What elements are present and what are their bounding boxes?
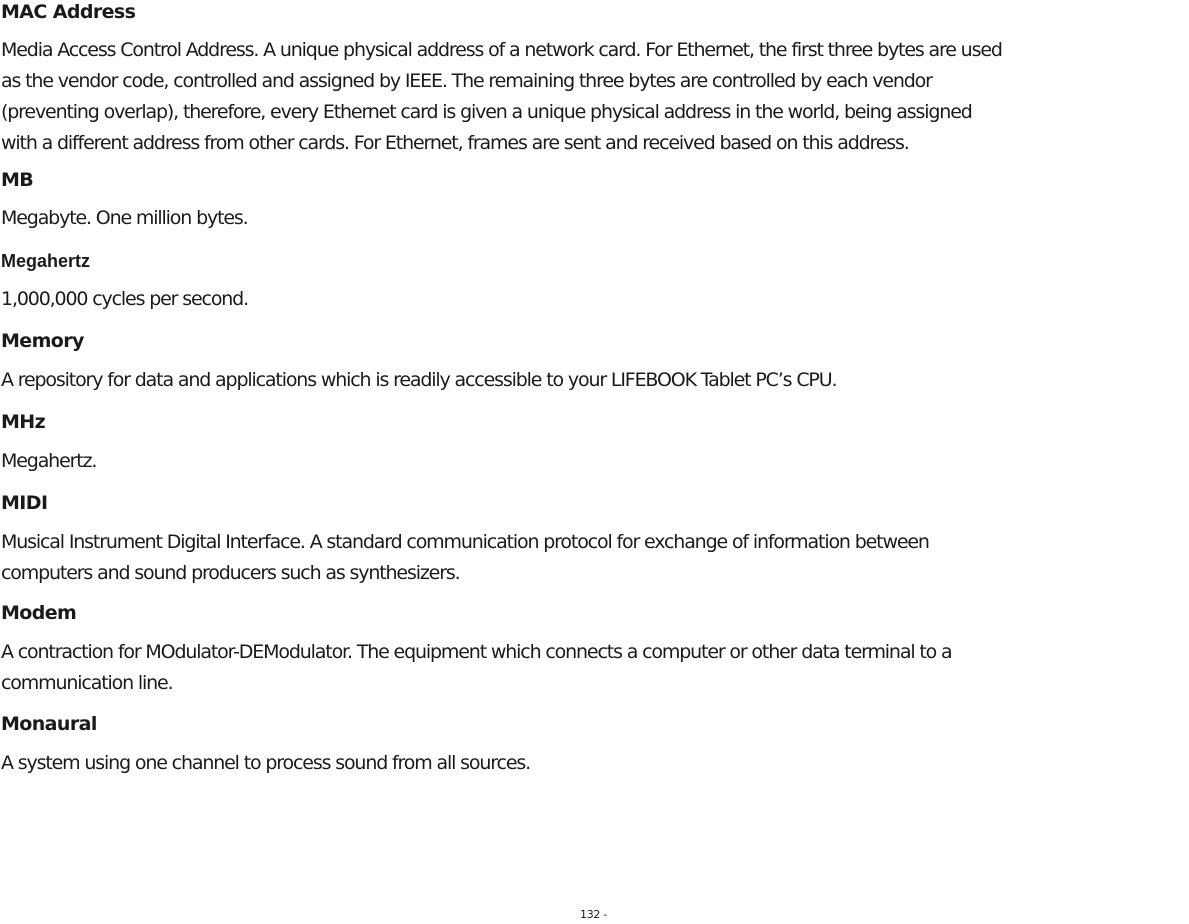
glossary-definition [1, 203, 248, 234]
glossary-term: MIDI [1, 492, 48, 514]
glossary-definition [1, 748, 530, 779]
glossary-term: MAC Address [1, 1, 136, 23]
glossary-definition [1, 637, 952, 699]
glossary-definition [1, 365, 836, 396]
definition-line: Musical Instrument Digital Interface. A standard communication protocol for exchange of information between [1, 531, 929, 553]
glossary-term: Memory [1, 330, 84, 352]
definition-line: Megahertz. [1, 450, 97, 472]
page-number: 132 - [580, 908, 607, 921]
glossary-definition [1, 446, 96, 477]
definition-line: Media Access Control Address. A unique physical address of a network card. For Ethernet, the first three bytes are used [1, 39, 1002, 61]
glossary-term: MB [1, 169, 34, 191]
glossary-definition [1, 527, 929, 589]
glossary-term: Monaural [1, 713, 97, 735]
glossary-definition [1, 284, 248, 315]
glossary-definition [1, 35, 1002, 159]
definition-line: 1,000,000 cycles per second. [1, 288, 248, 310]
definition-line: as the vendor code, controlled and assigned by IEEE. The remaining three bytes are controlled by each vendor [1, 70, 932, 92]
definition-line: (preventing overlap), therefore, every Ethernet card is given a unique physical address in the world, being assigned [1, 101, 972, 123]
definition-line: A contraction for MOdulator-DEModulator. The equipment which connects a computer or other data terminal to a [1, 641, 952, 663]
glossary-term: MHz [1, 411, 46, 433]
glossary-term: Modem [1, 602, 77, 624]
definition-line: computers and sound producers such as synthesizers. [1, 562, 460, 584]
definition-line: Megabyte. One million bytes. [1, 207, 248, 229]
definition-line: A repository for data and applications which is readily accessible to your LIFEBOOK Tablet PC’s CPU. [1, 369, 837, 391]
definition-line: communication line. [1, 672, 173, 694]
definition-line: with a different address from other cards. For Ethernet, frames are sent and received based on this address. [1, 132, 909, 154]
definition-line: A system using one channel to process sound from all sources. [1, 752, 530, 774]
glossary-term: Megahertz [1, 251, 91, 271]
